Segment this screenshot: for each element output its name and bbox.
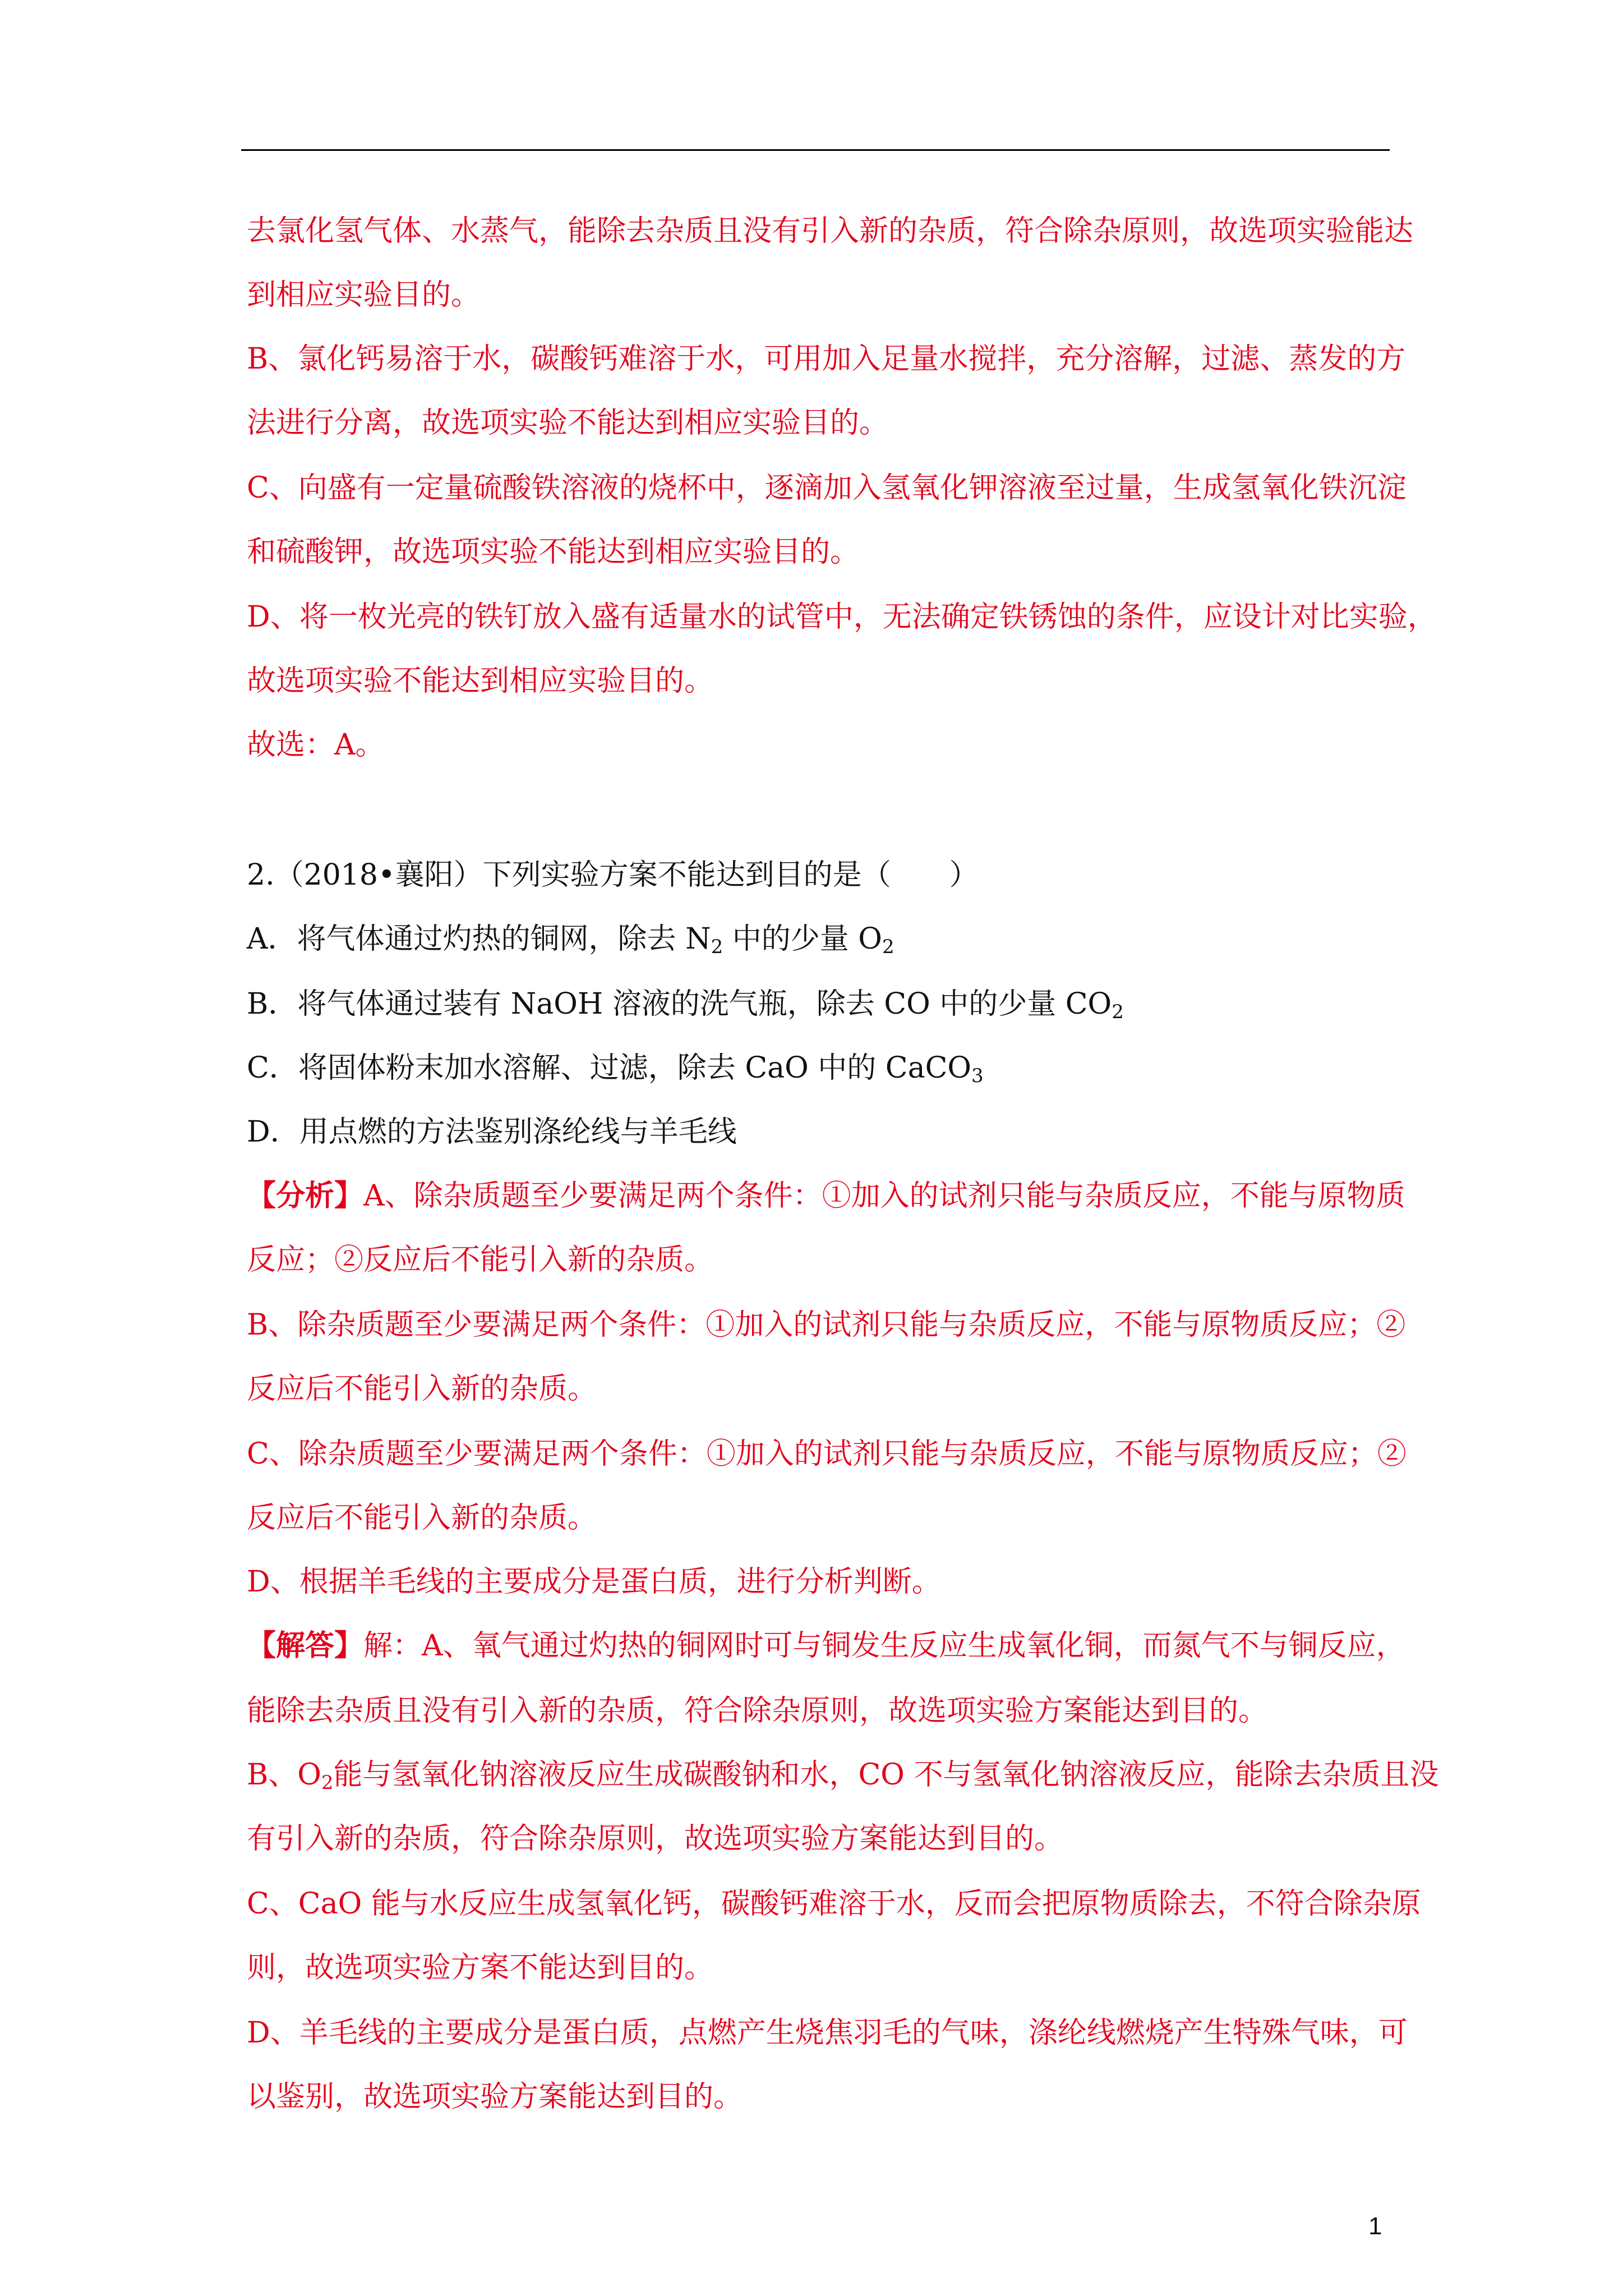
analysis-tag: 【分析】 [247,1179,364,1213]
answer-tag: 【解答】 [247,1628,364,1663]
prev-solution-line-7: D、将一枚光亮的铁钉放入盛有适量水的试管中，无法确定铁锈蚀的条件，应设计对比实验， [247,600,1437,634]
answer-line-1: 【解答】解：A、氧气通过灼热的铜网时可与铜发生反应生成氧化铜，而氮气不与铜反应， [247,1628,1405,1663]
analysis-line-3: B、除杂质题至少要满足两个条件：①加入的试剂只能与杂质反应，不能与原物质反应；② [247,1308,1406,1342]
answer-line-7: D、羊毛线的主要成分是蛋白质，点燃产生烧焦羽毛的气味，涤纶线燃烧产生特殊气味，可 [247,2016,1408,2050]
answer-line-6: 则，故选项实验方案不能达到目的。 [247,1951,714,1985]
prev-solution-line-1: 去氯化氢气体、水蒸气，能除去杂质且没有引入新的杂质，符合除杂原则，故选项实验能达 [247,214,1414,248]
question-2-option-c: C．将固体粉末加水溶解、过滤，除去 CaO 中的 CaCO$_3$ [247,1051,984,1087]
analysis-line-2: 反应；②反应后不能引入新的杂质。 [247,1243,714,1277]
analysis-line-6: 反应后不能引入新的杂质。 [247,1501,597,1535]
analysis-line-1: 【分析】A、除杂质题至少要满足两个条件：①加入的试剂只能与杂质反应，不能与原物质 [247,1179,1405,1213]
prev-solution-line-5: C、向盛有一定量硫酸铁溶液的烧杯中，逐滴加入氢氧化钾溶液至过量，生成氢氧化铁沉淀 [247,471,1407,505]
answer-line-3: B、$O_2$能与氢氧化钠溶液反应生成碳酸钠和水，CO 不与氢氧化钠溶液反应，能除去杂质且没 [247,1758,1439,1794]
prev-solution-line-6: 和硫酸钾，故选项实验不能达到相应实验目的。 [247,535,860,569]
analysis-line-7: D、根据羊毛线的主要成分是蛋白质，进行分析判断。 [247,1565,941,1599]
page-number: 1 [1368,2212,1382,2240]
prev-solution-line-2: 到相应实验目的。 [247,278,481,312]
question-2-stem: 2.（2018•襄阳）下列实验方案不能达到目的是（ ） [247,858,979,892]
answer-line-8: 以鉴别，故选项实验方案能达到目的。 [247,2080,743,2114]
question-2-option-a: A．将气体通过灼热的铜网，除去 $N_2$ 中的少量 $O_2$ [247,922,895,958]
analysis-line-4: 反应后不能引入新的杂质。 [247,1372,597,1406]
question-2-option-b: B．将气体通过装有 NaOH 溶液的洗气瓶，除去 CO 中的少量 $CO_2$ [247,987,1124,1023]
answer-line-2: 能除去杂质且没有引入新的杂质，符合除杂原则，故选项实验方案能达到目的。 [247,1694,1268,1728]
prev-solution-final-choice: 故选：A。 [247,728,385,762]
prev-solution-line-8: 故选项实验不能达到相应实验目的。 [247,664,714,698]
header-rule [241,149,1390,151]
prev-solution-line-3: B、氯化钙易溶于水，碳酸钙难溶于水，可用加入足量水搅拌，充分溶解，过滤、蒸发的方 [247,342,1406,376]
analysis-line-5: C、除杂质题至少要满足两个条件：①加入的试剂只能与杂质反应，不能与原物质反应；② [247,1437,1407,1471]
answer-line-4: 有引入新的杂质，符合除杂原则，故选项实验方案能达到目的。 [247,1822,1064,1856]
answer-line-5: C、CaO 能与水反应生成氢氧化钙，碳酸钙难溶于水，反而会把原物质除去，不符合除杂原 [247,1887,1421,1921]
prev-solution-line-4: 法进行分离，故选项实验不能达到相应实验目的。 [247,406,889,440]
question-2-option-d: D．用点燃的方法鉴别涤纶线与羊毛线 [247,1115,737,1149]
